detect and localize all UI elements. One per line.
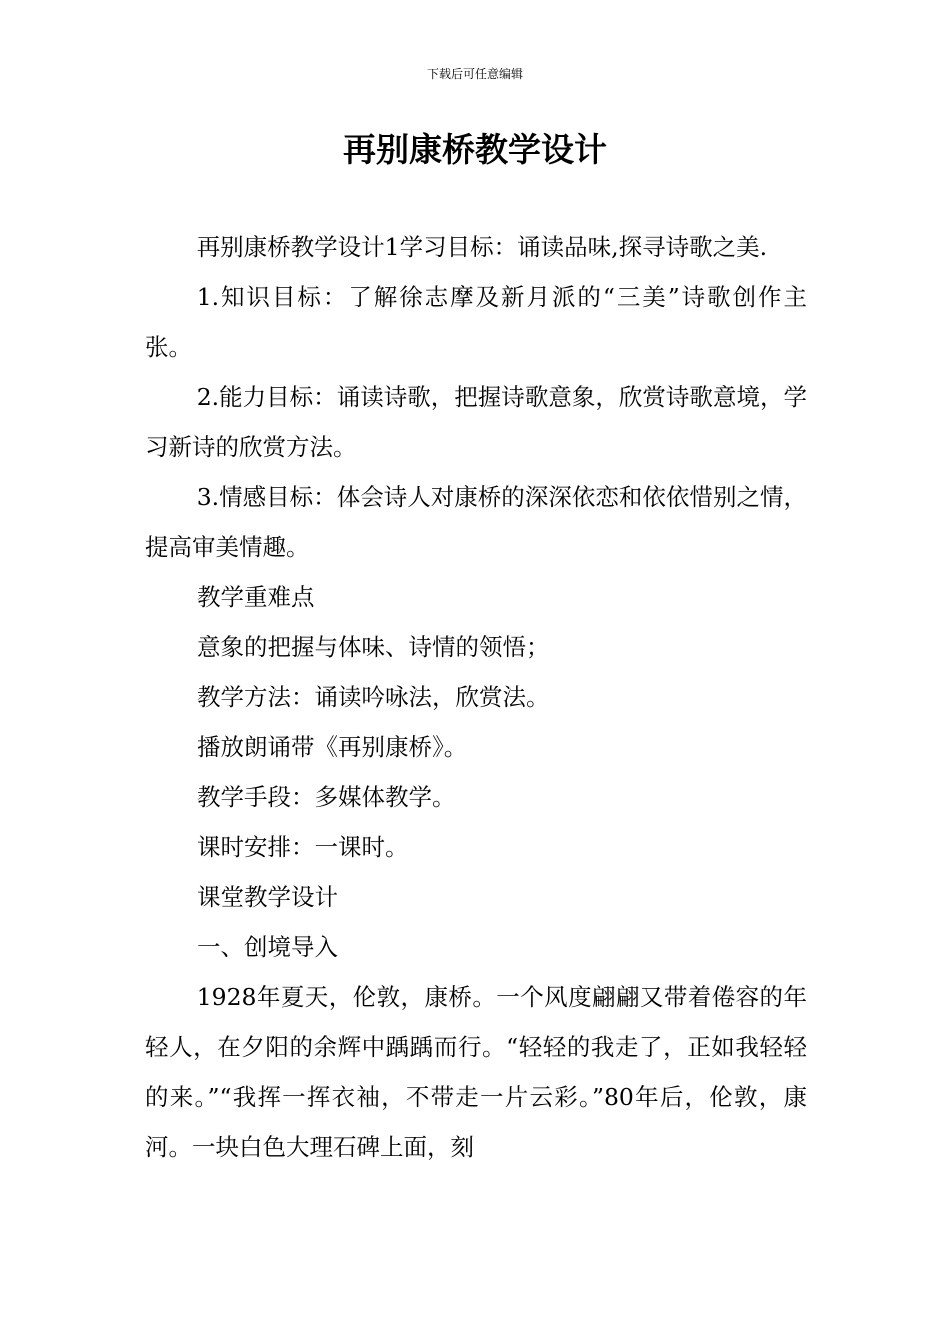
paragraph-knowledge-goal: 1.知识目标：了解徐志摩及新月派的“三美”诗歌创作主张。 xyxy=(145,283,807,361)
paragraph-class-hours: 课时安排：一课时。 xyxy=(197,833,409,861)
document-body xyxy=(145,222,807,1172)
paragraph-key-points: 意象的把握与体味、诗情的领悟； xyxy=(197,633,550,661)
paragraph-emotion-goal: 3.情感目标：体会诗人对康桥的深深依恋和依依惜别之情，提高审美情趣。 xyxy=(145,483,807,561)
paragraph-teaching-method: 教学方法：诵读吟咏法，欣赏法。 xyxy=(197,683,550,711)
document-title: 再别康桥教学设计 xyxy=(343,130,607,169)
paragraph-ability-goal: 2.能力目标：诵读诗歌，把握诗歌意象，欣赏诗歌意境，学习新诗的欣赏方法。 xyxy=(145,383,807,461)
paragraph-key-points-heading: 教学重难点 xyxy=(197,583,315,611)
paragraph-teaching-means: 教学手段：多媒体教学。 xyxy=(197,783,456,811)
paragraph-learning-goals: 再别康桥教学设计1学习目标：诵读品味,探寻诗歌之美. xyxy=(196,233,768,261)
paragraph-class-design-heading: 课堂教学设计 xyxy=(197,883,338,911)
paragraph-introduction: 1928年夏天，伦敦，康桥。一个风度翩翩又带着倦容的年轻人，在夕阳的余辉中踽踽而行。“轻轻的我走了，正如我轻轻的来。”“我挥一挥衣袖，不带走一片云彩。”80年后，伦敦，康河。一块白色大理石碑上面，刻 xyxy=(145,983,807,1161)
paragraph-recording: 播放朗诵带《再别康桥》。 xyxy=(197,733,468,761)
page-header-note: 下载后可任意编辑 xyxy=(426,67,523,81)
paragraph-section-one-heading: 一、创境导入 xyxy=(197,933,338,961)
